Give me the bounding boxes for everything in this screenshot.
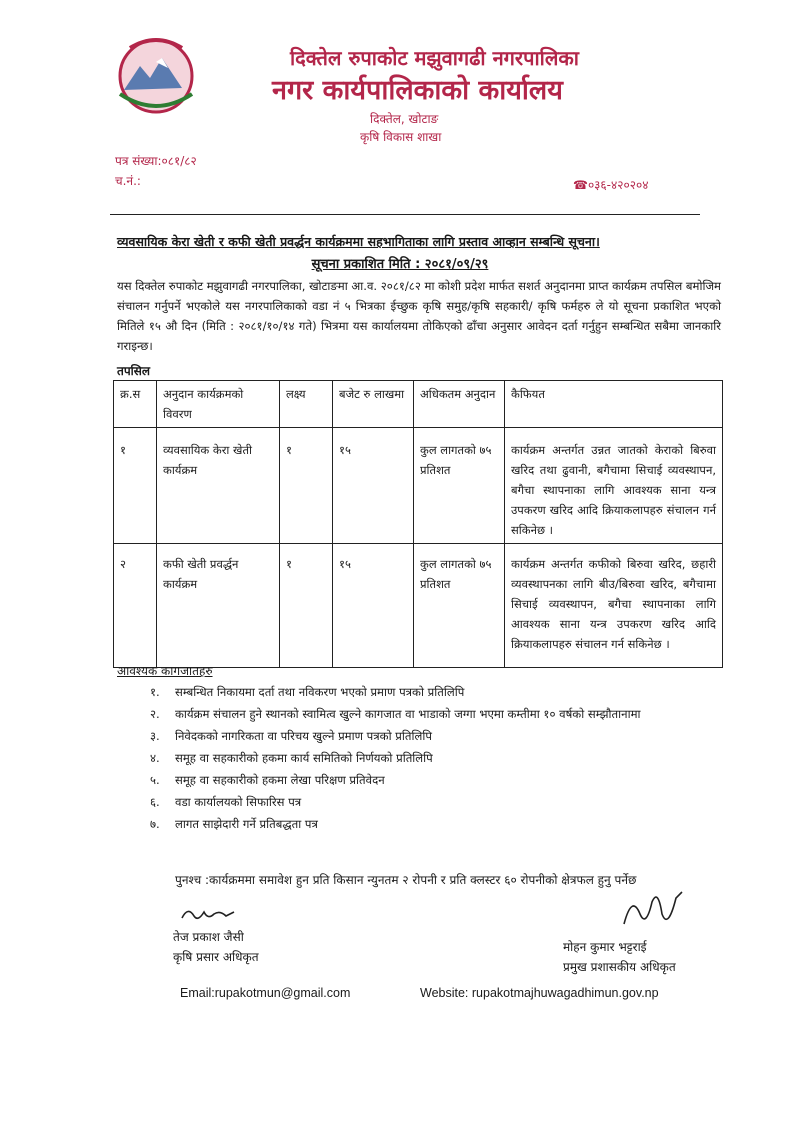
cell-budget: १५	[333, 428, 414, 544]
list-item	[150, 748, 710, 768]
list-item-number: २.	[150, 707, 160, 721]
cell-remarks: कार्यक्रम अन्तर्गत उन्नत जातको केराको बिरुवा खरिद तथा ढुवानी, बगैचामा सिचाई व्यवस्थापन, बगैचा स्थापनाका लागि आवश्यक साना यन्त्र उपकरण खरिद आदि क्रियाकलापहरु संचालन गर्न सकिनेछ ।	[505, 428, 723, 544]
header-program: अनुदान कार्यक्रमको विवरण	[157, 381, 280, 428]
cell-target: १	[280, 544, 333, 668]
right-signature-icon	[618, 884, 688, 934]
header-max-grant: अधिकतम अनुदान	[414, 381, 505, 428]
cell-serial: १	[114, 428, 157, 544]
office-location: दिक्तेल, खोटाङ	[370, 112, 439, 126]
postscript-note: पुनश्च :कार्यक्रममा समावेश हुन प्रति किसान न्युनतम २ रोपनी र प्रति क्लस्टर ६० रोपनीको क्षेत्रफल हुनु पर्नेछ	[175, 873, 637, 887]
footer-website: Website: rupakotmajhuwagadhimun.gov.np	[420, 986, 659, 1000]
cell-remarks: कार्यक्रम अन्तर्गत कफीको बिरुवा खरिद, छहारी व्यवस्थापनका लागि बीउ/बिरुवा खरिद, बगैचामा सिचाई व्यवस्थापन, बगैचा स्थापनाका लागि आवश्यक साना यन्त्र उपकरण खरिद आदि क्रियाकलापहरु संचालन गर्न सकिनेछ ।	[505, 544, 723, 668]
footer-email: Email:rupakotmun@gmail.com	[180, 986, 351, 1000]
cell-budget: १५	[333, 544, 414, 668]
dispatch-number: च.नं.:	[115, 174, 141, 188]
list-item	[150, 814, 710, 834]
cell-serial: २	[114, 544, 157, 668]
header-divider	[110, 214, 700, 215]
list-item-number: १.	[150, 685, 160, 699]
table-row	[114, 544, 723, 668]
list-item-number: ४.	[150, 751, 160, 765]
list-item	[150, 726, 710, 746]
left-signatory-name: तेज प्रकाश जैसी	[173, 930, 244, 944]
office-name: नगर कार्यपालिकाको कार्यालय	[272, 75, 563, 106]
header-remarks: कैफियत	[505, 381, 723, 428]
list-item-text: समूह वा सहकारीको हकमा कार्य समितिको निर्णयको प्रतिलिपि	[175, 751, 433, 765]
notice-title: व्यवसायिक केरा खेती र कफी खेती प्रवर्द्धन कार्यक्रममा सहभागिताका लागि प्रस्ताव आव्हान सम्बन्धि सूचना।	[117, 234, 600, 249]
list-item-number: ६.	[150, 795, 160, 809]
program-table	[113, 380, 723, 668]
list-item-number: ७.	[150, 817, 160, 831]
cell-max-grant: कुल लागतको ७५ प्रतिशत	[414, 428, 505, 544]
list-item-text: सम्बन्धित निकायमा दर्ता तथा नविकरण भएको प्रमाण पत्रको प्रतिलिपि	[175, 685, 465, 699]
tapasil-label: तपसिल	[117, 364, 151, 378]
header-serial: क्र.स	[114, 381, 157, 428]
letter-number: पत्र संख्या:०८१/८२	[115, 154, 197, 168]
municipality-emblem-icon	[110, 32, 202, 120]
right-signatory-title: प्रमुख प्रशासकीय अधिकृत	[563, 960, 676, 974]
office-phone: ☎०३६-४२०२०४	[573, 178, 649, 192]
list-item-text: वडा कार्यालयको सिफारिस पत्र	[175, 795, 302, 809]
cell-program: कफी खेती प्रवर्द्धन कार्यक्रम	[157, 544, 280, 668]
left-signatory-title: कृषि प्रसार अधिकृत	[173, 950, 259, 964]
list-item-text: निवेदकको नागरिकता वा परिचय खुल्ने प्रमाण पत्रको प्रतिलिपि	[175, 729, 432, 743]
list-item-number: ३.	[150, 729, 160, 743]
left-signature-icon	[178, 904, 238, 926]
list-item-text: लागत साझेदारी गर्ने प्रतिबद्धता पत्र	[175, 817, 318, 831]
cell-max-grant: कुल लागतको ७५ प्रतिशत	[414, 544, 505, 668]
list-item	[150, 704, 710, 724]
right-signatory-name: मोहन कुमार भट्टराई	[563, 940, 647, 954]
header-target: लक्ष्य	[280, 381, 333, 428]
cell-target: १	[280, 428, 333, 544]
documents-list	[150, 682, 710, 836]
cell-program: व्यवसायिक केरा खेती कार्यक्रम	[157, 428, 280, 544]
list-item-number: ५.	[150, 773, 160, 787]
list-item	[150, 682, 710, 702]
table-row	[114, 428, 723, 544]
header-budget: बजेट रु लाखमा	[333, 381, 414, 428]
list-item	[150, 792, 710, 812]
list-item-text: समूह वा सहकारीको हकमा लेखा परिक्षण प्रतिवेदन	[175, 773, 385, 787]
notice-published-date: सूचना प्रकाशित मिति : २०८१/०९/२९	[311, 257, 489, 272]
documents-heading: आवश्यक कागजातहरु	[117, 664, 213, 678]
list-item	[150, 770, 710, 790]
municipality-name: दिक्तेल रुपाकोट मझुवागढी नगरपालिका	[290, 46, 579, 70]
office-section: कृषि विकास शाखा	[360, 130, 442, 144]
notice-body: यस दिक्तेल रुपाकोट मझुवागढी नगरपालिका, खोटाङमा आ.व. २०८१/८२ मा कोशी प्रदेश मार्फत सशर्त अनुदानमा प्राप्त कार्यक्रम तपसिल बमोजिम संचालन गर्नुपर्ने भएकोले यस नगरपालिकाको वडा नं ५ भित्रका ईच्छुक कृषि समुह/कृषि सहकारी/ कृषि फर्महरु ले यो सूचना प्रकाशित भएको मितिले १५ औ दिन (मिति : २०८१/१०/१४ गते) भित्रमा यस कार्यालयमा तोकिएको ढाँचा अनुसार आवेदन दर्ता गर्नुहुन सम्बन्धित सबैमा जानकारि गराइन्छ।	[117, 279, 721, 353]
list-item-text: कार्यक्रम संचालन हुने स्थानको स्वामित्व खुल्ने कागजात वा भाडाको जग्गा भएमा कम्तीमा १० वर्षको सम्झौतानामा	[175, 707, 641, 721]
table-header-row	[114, 381, 723, 428]
